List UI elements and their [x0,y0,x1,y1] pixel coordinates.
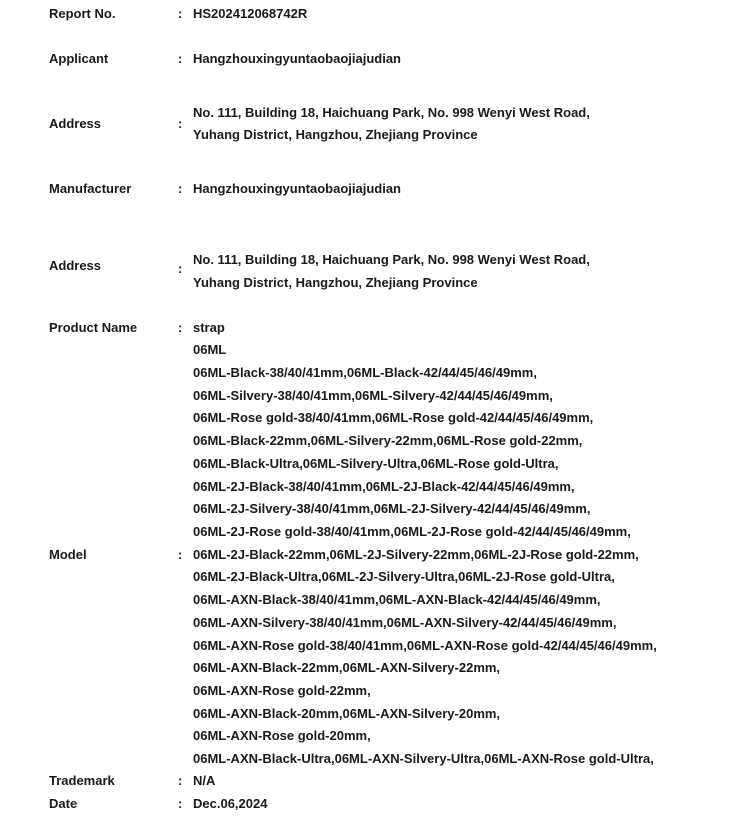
model-line: 06ML-AXN-Silvery-38/40/41mm,06ML-AXN-Silvery-42/44/45/46/49mm, [193,615,617,630]
model-line: 06ML-2J-Black-Ultra,06ML-2J-Silvery-Ultra,06ML-2J-Rose gold-Ultra, [193,569,615,584]
trademark-label: Trademark [49,773,115,788]
model-line: 06ML-Black-Ultra,06ML-Silvery-Ultra,06ML-Rose gold-Ultra, [193,456,559,471]
model-line: 06ML-AXN-Black-Ultra,06ML-AXN-Silvery-Ultra,06ML-AXN-Rose gold-Ultra, [193,751,654,766]
address-1-label: Address [49,116,102,131]
product-name-colon: : [178,320,183,335]
model-line: 06ML-Black-22mm,06ML-Silvery-22mm,06ML-Rose gold-22mm, [193,433,583,448]
date-value: Dec.06,2024 [193,796,268,811]
report-no-value: HS202412068742R [193,6,308,21]
address-2-colon: : [178,261,183,276]
date-label: Date [49,796,78,811]
model-line: 06ML-Rose gold-38/40/41mm,06ML-Rose gold-42/44/45/46/49mm, [193,410,594,425]
trademark-colon: : [178,773,183,788]
model-line: 06ML-2J-Silvery-38/40/41mm,06ML-2J-Silvery-42/44/45/46/49mm, [193,501,591,516]
date-colon: : [178,796,183,811]
address-1-colon: : [178,116,183,131]
manufacturer-value: Hangzhouxingyuntaobaojiajudian [193,181,401,196]
model-line: 06ML [193,342,227,357]
address-2-line: No. 111, Building 18, Haichuang Park, No. 998 Wenyi West Road, [193,252,590,267]
report-no-label: Report No. [49,6,116,21]
manufacturer-colon: : [178,181,183,196]
model-colon: : [178,547,183,562]
trademark-value: N/A [193,773,216,788]
model-line: 06ML-AXN-Rose gold-38/40/41mm,06ML-AXN-Rose gold-42/44/45/46/49mm, [193,638,657,653]
applicant-label: Applicant [49,51,109,66]
address-2-line: Yuhang District, Hangzhou, Zhejiang Province [193,275,478,290]
model-line: 06ML-AXN-Black-22mm,06ML-AXN-Silvery-22mm, [193,660,501,675]
model-line: 06ML-2J-Rose gold-38/40/41mm,06ML-2J-Rose gold-42/44/45/46/49mm, [193,524,631,539]
address-1-line: Yuhang District, Hangzhou, Zhejiang Province [193,127,478,142]
model-line: 06ML-AXN-Black-38/40/41mm,06ML-AXN-Black-42/44/45/46/49mm, [193,592,601,607]
model-line: 06ML-2J-Black-22mm,06ML-2J-Silvery-22mm,06ML-2J-Rose gold-22mm, [193,547,639,562]
model-line: 06ML-Silvery-38/40/41mm,06ML-Silvery-42/44/45/46/49mm, [193,388,553,403]
product-name-label: Product Name [49,320,138,335]
model-line: 06ML-AXN-Black-20mm,06ML-AXN-Silvery-20mm, [193,706,501,721]
applicant-value: Hangzhouxingyuntaobaojiajudian [193,51,401,66]
report-no-colon: : [178,6,183,21]
model-line: 06ML-AXN-Rose gold-22mm, [193,683,371,698]
address-2-label: Address [49,258,102,273]
model-line: 06ML-2J-Black-38/40/41mm,06ML-2J-Black-42/44/45/46/49mm, [193,479,575,494]
model-line: 06ML-AXN-Rose gold-20mm, [193,728,371,743]
manufacturer-label: Manufacturer [49,181,132,196]
model-label: Model [49,547,87,562]
address-1-line: No. 111, Building 18, Haichuang Park, No. 998 Wenyi West Road, [193,105,590,120]
product-name-value: strap [193,320,225,335]
model-line: 06ML-Black-38/40/41mm,06ML-Black-42/44/45/46/49mm, [193,365,537,380]
applicant-colon: : [178,51,183,66]
